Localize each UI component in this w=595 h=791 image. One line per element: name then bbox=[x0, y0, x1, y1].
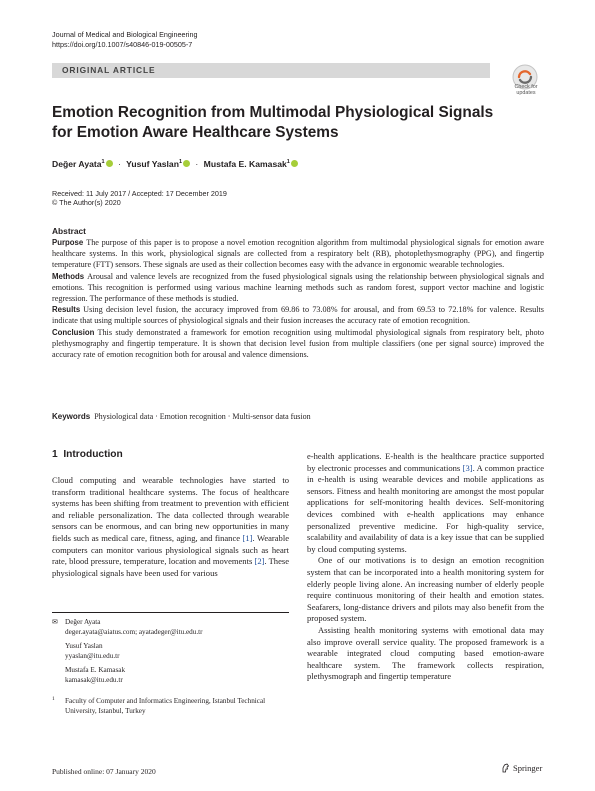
citation-link[interactable]: [3] bbox=[462, 462, 473, 473]
methods-text: Arousal and valence levels are recognized from the fused physiological signals using the relationship between physiological signals and emotions. This recognition is performed using various machine learning methods such as random forest, support vector machine and logistic regression. The performance of these methods is studied. bbox=[52, 271, 544, 304]
citation-link[interactable]: [1] bbox=[242, 532, 253, 543]
abstract-heading: Abstract bbox=[52, 226, 86, 236]
intro-text: e-health applications. E-health is the healthcare practice supported by electronic processes and communications bbox=[307, 451, 544, 473]
body-column-right bbox=[307, 451, 544, 683]
affiliation-text: Faculty of Computer and Informatics Engineering, Istanbul Technical University, Istanbul, Turkey bbox=[65, 697, 266, 715]
coauthor-name: Mustafa E. Kamasak bbox=[65, 666, 126, 675]
check-updates-line2: updates bbox=[516, 89, 536, 96]
orcid-icon[interactable] bbox=[183, 160, 190, 167]
received-accepted: Received: 11 July 2017 / Accepted: 17 December 2019 bbox=[52, 189, 227, 198]
results-text: Using decision level fusion, the accuracy improved from 69.86 to 73.08% for arousal, and from 69.53 to 72.18% for valence. Results indicate that using multiple sources of physiological signals and their fusion increases the accuracy rate of emotion recognition. bbox=[52, 305, 544, 326]
author-name[interactable]: Mustafa E. Kamasak bbox=[203, 158, 287, 169]
footnote-divider bbox=[52, 612, 289, 613]
affiliation-footnote bbox=[52, 697, 289, 716]
abstract-body bbox=[52, 237, 544, 360]
check-updates-text bbox=[508, 85, 544, 97]
intro-paragraph-1 bbox=[52, 475, 289, 579]
keywords-label: Keywords bbox=[52, 412, 91, 421]
methods-label: Methods bbox=[52, 271, 85, 281]
published-online: Published online: 07 January 2020 bbox=[52, 767, 156, 776]
author-email[interactable]: yyaslan@itu.edu.tr bbox=[65, 651, 120, 660]
abstract-results bbox=[52, 304, 544, 326]
keywords bbox=[52, 411, 311, 422]
purpose-text: The purpose of this paper is to propose a novel emotion recognition algorithm from multimodal physiological signals for emotion aware healthcare systems. In this work, physiological signals are collected from a respiratory belt (RB), photoplethysmography (PPG), and fingertip temperature (FTT) sensors. These signals are used as their collection becomes easy with the advance in ergonomic wearable technologies. bbox=[52, 238, 544, 270]
author-separator: · bbox=[195, 158, 199, 169]
author-affiliation-mark: 1 bbox=[286, 159, 290, 165]
journal-header bbox=[52, 30, 197, 50]
citation-link[interactable]: [2] bbox=[254, 556, 265, 567]
check-updates-line1: Check for bbox=[514, 84, 538, 90]
publisher-name: Springer bbox=[513, 763, 543, 773]
body-column-left bbox=[52, 475, 289, 579]
springer-logo[interactable] bbox=[501, 763, 542, 773]
title-line-1: Emotion Recognition from Multimodal Physiological Signals bbox=[52, 104, 494, 121]
abstract-methods bbox=[52, 271, 544, 305]
intro-text: . Wearable computers can monitor various physiological signals such as heart rate, blood pressure, temperature, location and movements bbox=[52, 532, 289, 567]
corresponding-author: Değer Ayata bbox=[65, 618, 101, 626]
purpose-label: Purpose bbox=[52, 238, 84, 247]
check-for-updates-badge[interactable] bbox=[508, 64, 544, 102]
springer-horse-icon bbox=[501, 763, 510, 773]
author-email[interactable]: kamasak@itu.edu.tr bbox=[65, 675, 123, 684]
correspondence-block bbox=[52, 618, 289, 686]
author-name[interactable]: Yusuf Yaslan bbox=[126, 158, 179, 169]
section-heading bbox=[52, 449, 123, 460]
section-number: 1 bbox=[52, 449, 58, 460]
conclusion-text: This study demonstrated a framework for emotion recognition using multimodal physiological signals from respiratory belt, photo plethysmography and fingertip temperature. It is shown that decision level fusion from multiple classifiers (one per signal source) improved the accuracy rate of emotion recognition both for arousal and valence dimensions. bbox=[52, 327, 544, 360]
intro-text: . These physiological signals have been used for various bbox=[52, 556, 289, 578]
copyright-line: © The Author(s) 2020 bbox=[52, 198, 121, 207]
coauthor-name: Yusuf Yaslan bbox=[65, 642, 103, 651]
envelope-icon: ✉ bbox=[52, 618, 58, 626]
article-type-banner: ORIGINAL ARTICLE bbox=[52, 63, 490, 78]
title-line-2: for Emotion Aware Healthcare Systems bbox=[52, 124, 339, 141]
orcid-icon[interactable] bbox=[291, 160, 298, 167]
author-separator: · bbox=[117, 158, 121, 169]
affiliation-number: 1 bbox=[52, 696, 55, 702]
conclusion-label: Conclusion bbox=[52, 327, 95, 337]
abstract-purpose bbox=[52, 237, 544, 271]
doi-link[interactable]: https://doi.org/10.1007/s40846-019-00505-7 bbox=[52, 40, 193, 49]
author-email[interactable]: deger.ayata@aiatus.com; ayatadeger@itu.edu.tr bbox=[65, 627, 203, 636]
article-title bbox=[52, 103, 522, 143]
intro-text: Cloud computing and wearable technologies have started to transform traditional healthcare systems. The focus of healthcare systems has been shifting from treatment to prevention with efficient and reliable personalization. The data collected through wearable sensors can be enormous, and can bring new opportunities in many fields such as medical care, fitness, aging, and finance bbox=[52, 475, 289, 543]
abstract-conclusion bbox=[52, 327, 544, 361]
journal-name: Journal of Medical and Biological Engineering bbox=[52, 30, 198, 39]
section-title: Introduction bbox=[63, 449, 123, 460]
author-affiliation-mark: 1 bbox=[178, 159, 183, 165]
keywords-text: Physiological data · Emotion recognition · Multi-sensor data fusion bbox=[94, 412, 311, 421]
orcid-icon[interactable] bbox=[106, 160, 113, 167]
intro-paragraph-1-cont bbox=[307, 451, 544, 555]
results-label: Results bbox=[52, 305, 81, 315]
intro-text: . A common practice in e-health is using wearable devices and mobile applications as sensors. Fitness and health monitoring are amongst the most popular applications for self-monitoring health devices. Self-monitoring devices combined with e-health applications may enhance personalized preventive medicine. For high-quality service, scalability and availability of data is a key issue that can be supplied by cloud computing systems. bbox=[307, 462, 544, 554]
author-list bbox=[52, 156, 298, 170]
author-name[interactable]: Değer Ayata bbox=[52, 158, 102, 169]
article-dates bbox=[52, 189, 227, 207]
author-affiliation-mark: 1 bbox=[101, 159, 105, 165]
intro-paragraph-3: Assisting health monitoring systems with emotional data may also improve overall service quality. The proposed framework is a wearable integrated cloud computing based emotion-aware healthcare system. The framework collects respiration, plethysmograph and fingertip temperature bbox=[307, 624, 544, 682]
intro-paragraph-2: One of our motivations is to design an emotion recognition system that can be incorporated into a health monitoring system for elderly people living alone. An increasing number of elderly people require continuous monitoring of their health and emotion states. Seafarers, long-distance drivers and pilots may also benefit from the proposed system. bbox=[307, 555, 544, 624]
